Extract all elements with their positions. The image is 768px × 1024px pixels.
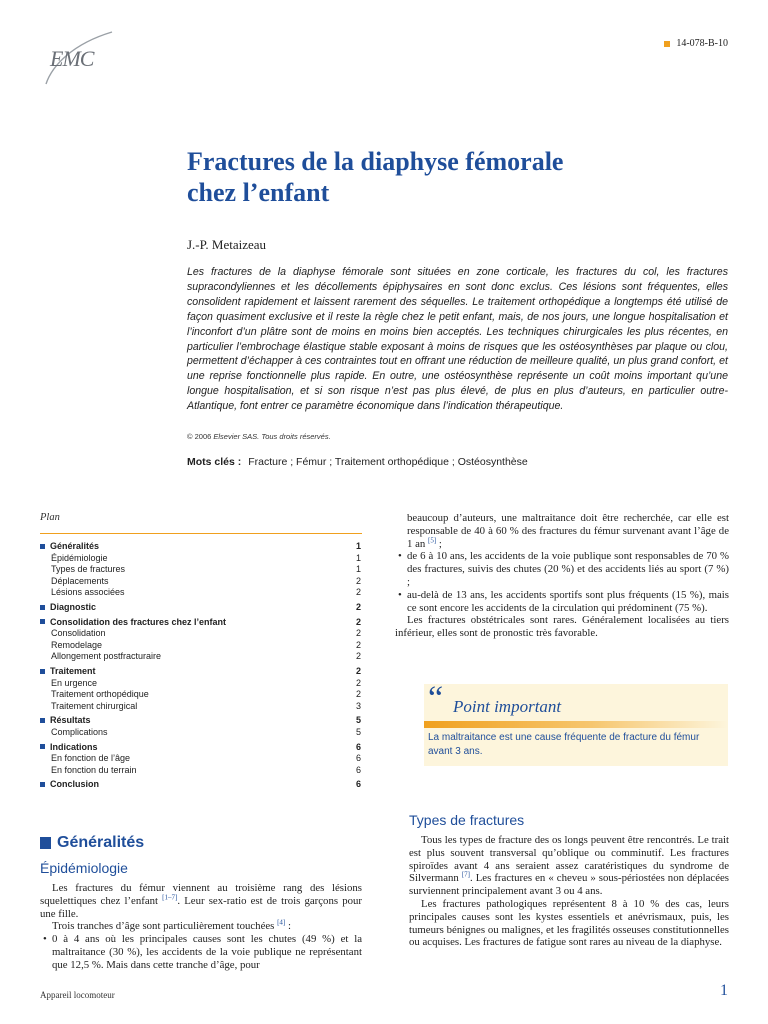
blue-square-icon [40, 837, 51, 849]
paragraph-continuation: beaucoup d’auteurs, une maltraitance doit être recherchée, car elle est responsable de 40 à 60 % des fractures du fémur survenant avant l’âge de 1 an [5] ; [407, 512, 729, 550]
subsection-heading-epidemiologie: Épidémiologie [40, 860, 128, 876]
plan-item-page: 1 [355, 552, 361, 563]
plan-item-label: Traitement orthopédique [51, 689, 149, 700]
plan-item[interactable] [40, 564, 362, 576]
bullet-item: • au-delà de 13 ans, les accidents sportifs sont plus fréquents (15 %), mais ce sont encore les accidents de la circulation qui prédominent (75 %). [395, 589, 729, 615]
plan-box [40, 512, 362, 791]
plan-item-label: Traitement chirurgical [51, 700, 138, 711]
plan-item[interactable] [40, 602, 362, 614]
bullet-item: • de 6 à 10 ans, les accidents de la voie publique sont responsables de 70 % des fractures, suivis des chutes (20 %) et des accidents liés au sport (7 %) ; [395, 550, 729, 588]
point-important-title: Point important [453, 697, 562, 716]
plan-item-page: 2 [355, 575, 361, 586]
plan-item-page: 2 [355, 587, 361, 598]
plan-item[interactable] [40, 727, 362, 739]
plan-item-page: 1 [355, 564, 361, 575]
plan-item-page: 6 [355, 764, 361, 775]
plan-item-label: Diagnostic [40, 602, 96, 614]
plan-item-page: 3 [355, 700, 361, 711]
emc-logo [38, 26, 118, 90]
plan-item-page: 2 [355, 689, 361, 700]
plan-item-label: Déplacements [51, 575, 109, 586]
author: J.-P. Metaizeau [187, 237, 267, 252]
plan-item-label: Conclusion [40, 779, 99, 791]
plan-item-page: 6 [355, 779, 361, 790]
plan-item-page: 2 [355, 639, 361, 650]
keywords-list: Fracture ; Fémur ; Traitement orthopédique ; Ostéosynthèse [248, 456, 528, 468]
svg-text:EMC: EMC [50, 46, 94, 71]
copyright-holder: Elsevier SAS. Tous droits réservés. [213, 432, 331, 441]
plan-item[interactable] [40, 765, 362, 777]
plan-item[interactable] [40, 715, 362, 727]
plan-item[interactable] [40, 541, 362, 553]
plan-item[interactable] [40, 617, 362, 629]
plan-item[interactable] [40, 666, 362, 678]
copyright-year: © 2006 [187, 432, 212, 441]
point-important-text: La maltraitance est une cause fréquente de fracture du fémur avant 3 ans. [428, 732, 700, 757]
paragraph: Tous les types de fracture des os longs peuvent être rencontrés. Le trait est plus souvent transversal qu’oblique ou comminutif. Les fractures spiroïdes avant 4 ans seraient assez caratéristiques du syndrome de Silvermann [7]. Les fractures en « cheveu » sous-périostées non déplacées surviennent principalement avant 3 ou 4 ans. [409, 834, 729, 898]
document-reference [664, 38, 728, 49]
plan-item-label: En fonction de l’âge [51, 753, 131, 764]
title-line-1: Fractures de la diaphyse fémorale [187, 147, 564, 176]
plan-item[interactable] [40, 587, 362, 599]
plan-item-page: 2 [355, 628, 361, 639]
plan-item-page: 5 [355, 726, 361, 737]
plan-item-label: Résultats [40, 715, 91, 727]
plan-item[interactable] [40, 651, 362, 663]
section-heading-generalites [40, 834, 144, 852]
paragraph: Les fractures du fémur viennent au troisième rang des lésions squelettiques chez l’enfant [1–7]. Leur sex-ratio est de trois garçons pour une fille. [40, 882, 362, 920]
copyright [187, 432, 331, 441]
reference-link[interactable]: [1–7] [162, 893, 178, 902]
plan-item-label: Allongement postfracturaire [51, 651, 162, 662]
plan-item[interactable] [40, 678, 362, 690]
plan-item-page: 1 [355, 541, 361, 551]
plan-item[interactable] [40, 576, 362, 588]
plan-item[interactable] [40, 640, 362, 652]
bullet-item: • 0 à 4 ans où les principales causes sont les chutes (49 %) et la maltraitance (30 %), les accidents de la voie publique ne représentant que 12,5 %. Mais dans cette tranche d’âge, pour [40, 933, 362, 971]
plan-item[interactable] [40, 628, 362, 640]
plan-item[interactable] [40, 689, 362, 701]
article-title [187, 146, 727, 208]
plan-item-label: En fonction du terrain [51, 764, 137, 775]
plan-item-label: Traitement [40, 666, 96, 678]
plan-item-page: 2 [355, 677, 361, 688]
left-column-text [40, 882, 362, 972]
quote-icon: “ [428, 680, 444, 717]
plan-item-page: 2 [355, 665, 361, 676]
plan-item-label: Consolidation des fractures chez l’enfant [40, 617, 226, 629]
keywords [187, 456, 528, 468]
reference-link[interactable]: [5] [428, 536, 437, 544]
plan-item-label: Types de fractures [51, 564, 126, 575]
plan-item-label: Indications [40, 742, 98, 754]
plan-item-page: 2 [355, 616, 361, 627]
footer-section: Appareil locomoteur [40, 990, 115, 1000]
plan-list [40, 541, 362, 791]
plan-item-page: 2 [355, 651, 361, 662]
reference-link[interactable]: [7] [461, 870, 470, 879]
plan-item-label: Remodelage [51, 639, 103, 650]
right-column-top-text [395, 512, 729, 640]
plan-item-label: Lésions associées [51, 587, 125, 598]
section-heading-text: Généralités [57, 834, 145, 851]
plan-item-label: Consolidation [51, 628, 106, 639]
title-line-2: chez l’enfant [187, 178, 330, 207]
plan-item[interactable] [40, 553, 362, 565]
plan-item[interactable] [40, 779, 362, 791]
right-column-text [409, 834, 729, 949]
orange-square-icon [664, 41, 670, 47]
plan-item-page: 6 [355, 753, 361, 764]
orange-gradient-bar [424, 721, 728, 728]
plan-item-page: 6 [355, 741, 361, 752]
plan-item[interactable] [40, 742, 362, 754]
plan-title: Plan [40, 512, 362, 534]
plan-item-label: Complications [51, 726, 108, 737]
abstract: Les fractures de la diaphyse fémorale sont situées en zone corticale, les fractures du col, les fractures supracondyliennes et les décollements épiphysaires en sont donc exclus. Ces lésions sont fréquentes, elles consolident rapidement et laissent rarement des séquelles. Le traitement orthopédique a longtemps été utilisé de façon quasiment exclusive et il reste la règle chez le petit enfant, mais, de nos jours, une longue hospitalisation et l’inconfort d’un plâtre sont de moins en moins bien acceptés. Les techniques chirurgicales les plus récentes, en particulier l’embrochage élastique stable exposant à moins de risques que les ostéosynthèses par plaque ou clou, permettent d’échapper à ces contraintes tout en offrant une réduction de meilleure qualité, un plus grand confort, et une reprise fonctionnelle plus rapide. En outre, une ostéosynthèse représente un coût moins important qu’une longue hospitalisation, et si son risque n’est pas plus élevé, de plus en plus d’auteurs, en particulier outre-Atlantique, font entrer ce paramètre économique dans l’indication thérapeutique. [187, 266, 728, 413]
plan-item-label: En urgence [51, 677, 98, 688]
plan-item[interactable] [40, 701, 362, 713]
plan-item-page: 2 [355, 601, 361, 612]
plan-item-page: 5 [355, 715, 361, 726]
subsection-heading-types: Types de fractures [409, 812, 525, 828]
keywords-label: Mots clés : [187, 456, 242, 468]
page-number: 1 [720, 982, 728, 999]
paragraph: Les fractures pathologiques représentent 8 à 10 % des cas, leurs principales causes sont les kystes essentiels et anévrismaux, puis, les tumeurs bénignes ou malignes, et les fragilités osseuses constitutionnelles ou acquises. Les fractures de fatigue sont rares au niveau de la diaphyse. [409, 897, 729, 949]
plan-item-label: Épidémiologie [51, 552, 108, 563]
reference-link[interactable]: [4] [277, 918, 286, 927]
paragraph: Les fractures obstétricales sont rares. Généralement localisées au tiers inférieur, elles sont de pronostic très favorable. [395, 614, 729, 640]
plan-item[interactable] [40, 753, 362, 765]
plan-item-label: Généralités [40, 541, 99, 553]
doc-ref-text: 14-078-B-10 [676, 38, 728, 49]
point-important-box [424, 680, 728, 766]
paragraph: Trois tranches d’âge sont particulièrement touchées [4] : [52, 918, 291, 933]
